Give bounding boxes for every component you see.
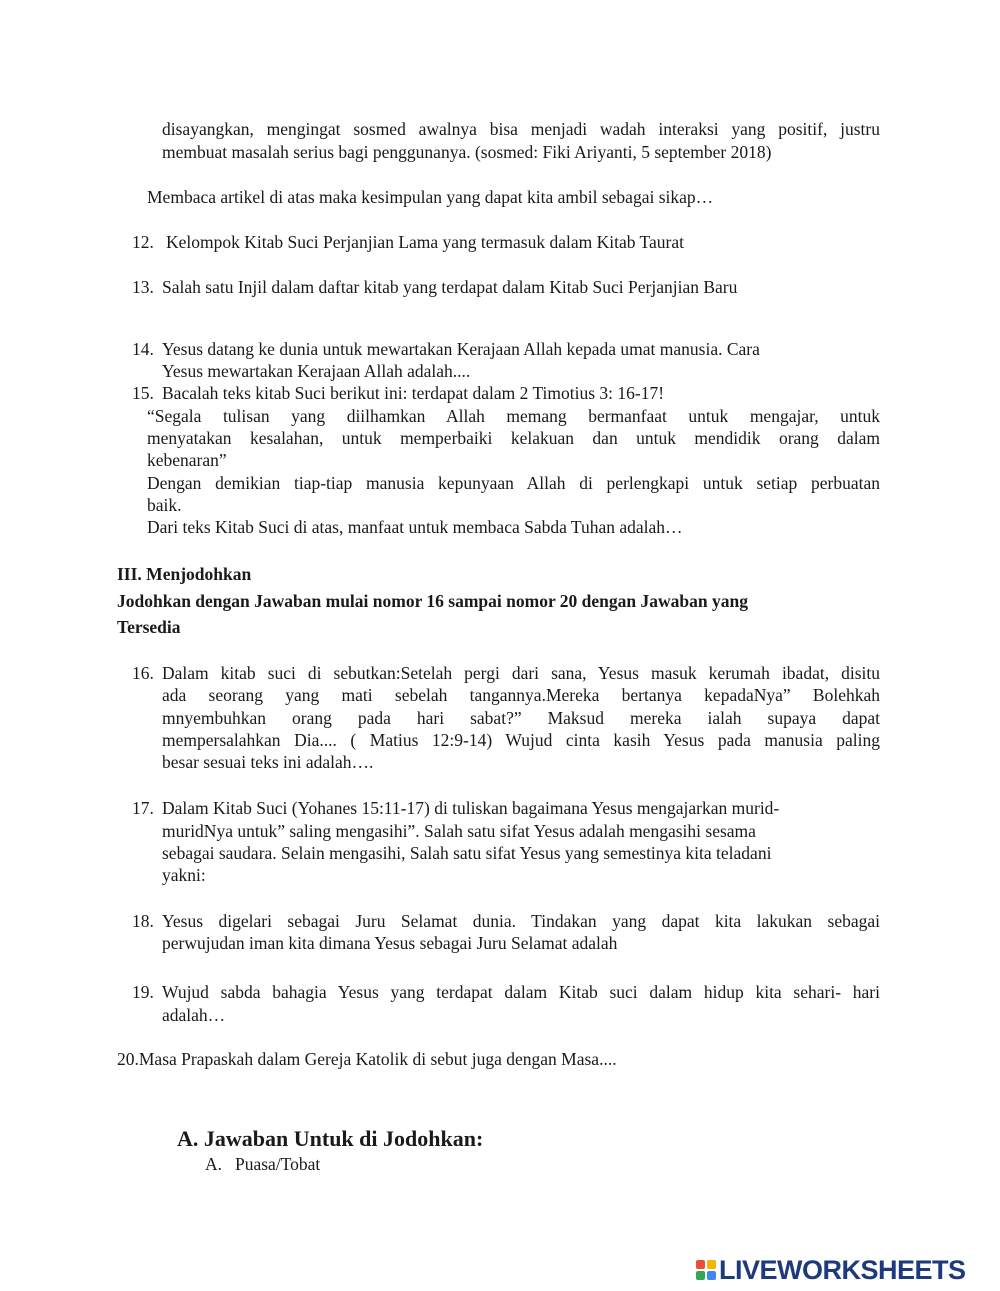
question-14-line-2: Yesus mewartakan Kerajaan Allah adalah.... — [162, 361, 471, 381]
question-17-number: 17. — [132, 798, 154, 818]
answer-a-text: Puasa/Tobat — [235, 1154, 321, 1174]
liveworksheets-logo[interactable] — [696, 1255, 996, 1285]
question-19-line-1: Wujud sabda bahagia Yesus yang terdapat dalam Kitab suci dalam hidup kita sehari- hari — [162, 982, 880, 1002]
section-3-instruction-1: Jodohkan dengan Jawaban mulai nomor 16 sampai nomor 20 dengan Jawaban yang — [117, 591, 748, 611]
question-18-line-1: Yesus digelari sebagai Juru Selamat dunia. Tindakan yang dapat kita lakukan sebagai — [162, 911, 880, 931]
liveworksheets-logo-text: LIVEWORKSHEETS — [719, 1254, 966, 1285]
section-3-title: III. Menjodohkan — [117, 564, 252, 584]
question-15-para-3: Dari teks Kitab Suci di atas, manfaat untuk membaca Sabda Tuhan adalah… — [147, 517, 683, 537]
question-12-text: Kelompok Kitab Suci Perjanjian Lama yang termasuk dalam Kitab Taurat — [166, 232, 684, 252]
question-16-line-4: mempersalahkan Dia.... ( Matius 12:9-14) Wujud cinta kasih Yesus pada manusia paling — [162, 730, 880, 750]
question-16-number: 16. — [132, 663, 154, 683]
question-20-text: 20.Masa Prapaskah dalam Gereja Katolik di sebut juga dengan Masa.... — [117, 1049, 617, 1069]
question-12-number: 12. — [132, 232, 154, 252]
section-3-instruction-2: Tersedia — [117, 617, 181, 637]
question-14-line-1: Yesus datang ke dunia untuk mewartakan Kerajaan Allah kepada umat manusia. Cara — [162, 339, 760, 359]
answer-a-letter: A. — [205, 1154, 223, 1174]
intro-conclusion: Membaca artikel di atas maka kesimpulan yang dapat kita ambil sebagai sikap… — [147, 187, 714, 207]
question-17-line-3: sebagai saudara. Selain mengasihi, Salah satu sifat Yesus yang semestinya kita teladani — [162, 843, 772, 863]
question-15-quote-3: kebenaran” — [147, 450, 227, 470]
question-15-quote-1: “Segala tulisan yang diilhamkan Allah memang bermanfaat untuk mengajar, untuk — [147, 406, 880, 426]
question-13-number: 13. — [132, 277, 154, 297]
question-13-text: Salah satu Injil dalam daftar kitab yang terdapat dalam Kitab Suci Perjanjian Baru — [162, 277, 738, 297]
intro-line-2: membuat masalah serius bagi penggunanya. (sosmed: Fiki Ariyanti, 5 september 2018) — [162, 142, 772, 162]
question-16-line-1: Dalam kitab suci di sebutkan:Setelah pergi dari sana, Yesus masuk kerumah ibadat, disitu — [162, 663, 880, 683]
question-19-line-2: adalah… — [162, 1005, 226, 1025]
question-15-number: 15. — [132, 383, 154, 403]
question-16-line-2: ada seorang yang mati sebelah tangannya.Mereka bertanya kepadaNya” Bolehkah — [162, 685, 880, 705]
question-19-number: 19. — [132, 982, 154, 1002]
answers-heading: A. Jawaban Untuk di Jodohkan: — [177, 1126, 484, 1151]
question-15-para-2: baik. — [147, 495, 182, 515]
question-18-line-2: perwujudan iman kita dimana Yesus sebagai Juru Selamat adalah — [162, 933, 618, 953]
question-16-line-5: besar sesuai teks ini adalah…. — [162, 752, 374, 772]
liveworksheets-logo-icon — [696, 1260, 716, 1280]
question-17-line-2: muridNya untuk” saling mengasihi”. Salah satu sifat Yesus adalah mengasihi sesama — [162, 821, 756, 841]
question-16-line-3: mnyembuhkan orang pada hari sabat?” Maksud mereka ialah supaya dapat — [162, 708, 880, 728]
question-15-line-1: Bacalah teks kitab Suci berikut ini: terdapat dalam 2 Timotius 3: 16-17! — [162, 383, 665, 403]
question-14-number: 14. — [132, 339, 154, 359]
intro-line-1: disayangkan, mengingat sosmed awalnya bisa menjadi wadah interaksi yang positif, justru — [162, 119, 880, 139]
question-17-line-4: yakni: — [162, 865, 206, 885]
question-15-para-1: Dengan demikian tiap-tiap manusia kepunyaan Allah di perlengkapi untuk setiap perbuatan — [147, 473, 880, 493]
question-17-line-1: Dalam Kitab Suci (Yohanes 15:11-17) di tuliskan bagaimana Yesus mengajarkan murid- — [162, 798, 780, 818]
question-18-number: 18. — [132, 911, 154, 931]
question-15-quote-2: menyatakan kesalahan, untuk memperbaiki kelakuan dan untuk mendidik orang dalam — [147, 428, 880, 448]
